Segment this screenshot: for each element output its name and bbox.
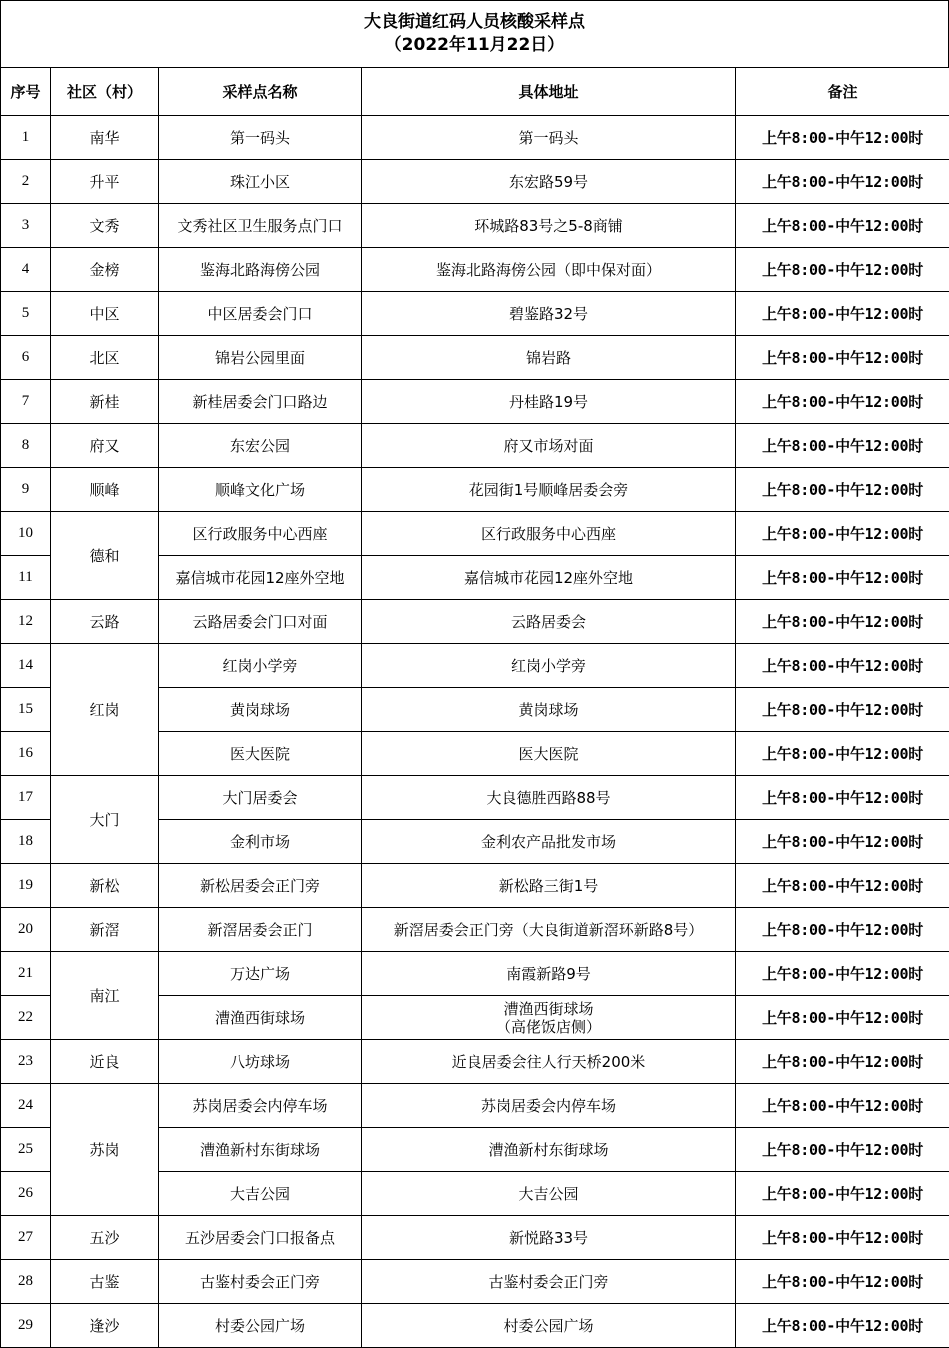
row-note: 上午8:00-中午12:00时 bbox=[736, 116, 949, 160]
row-seq: 15 bbox=[1, 688, 51, 732]
row-community: 升平 bbox=[51, 160, 159, 204]
table-row bbox=[1, 864, 949, 908]
row-site-name: 新桂居委会门口路边 bbox=[159, 380, 362, 424]
row-address: 近良居委会往人行天桥200米 bbox=[362, 1040, 736, 1084]
title-block bbox=[0, 0, 949, 67]
table-row bbox=[1, 1216, 949, 1260]
row-note: 上午8:00-中午12:00时 bbox=[736, 1084, 949, 1128]
row-seq: 22 bbox=[1, 996, 51, 1040]
row-site-name: 区行政服务中心西座 bbox=[159, 512, 362, 556]
row-address: 花园街1号顺峰居委会旁 bbox=[362, 468, 736, 512]
row-note: 上午8:00-中午12:00时 bbox=[736, 600, 949, 644]
row-community: 大门 bbox=[51, 776, 159, 864]
row-note: 上午8:00-中午12:00时 bbox=[736, 468, 949, 512]
row-seq: 17 bbox=[1, 776, 51, 820]
row-seq: 18 bbox=[1, 820, 51, 864]
row-site-name: 村委公园广场 bbox=[159, 1304, 362, 1348]
row-note: 上午8:00-中午12:00时 bbox=[736, 248, 949, 292]
row-site-name: 古鉴村委会正门旁 bbox=[159, 1260, 362, 1304]
table-body bbox=[1, 116, 949, 1348]
row-community: 新松 bbox=[51, 864, 159, 908]
row-site-name: 新滘居委会正门 bbox=[159, 908, 362, 952]
row-site-name: 嘉信城市花园12座外空地 bbox=[159, 556, 362, 600]
row-address: 古鉴村委会正门旁 bbox=[362, 1260, 736, 1304]
row-site-name: 新松居委会正门旁 bbox=[159, 864, 362, 908]
row-address: 第一码头 bbox=[362, 116, 736, 160]
row-address: 大良德胜西路88号 bbox=[362, 776, 736, 820]
row-site-name: 第一码头 bbox=[159, 116, 362, 160]
row-note: 上午8:00-中午12:00时 bbox=[736, 908, 949, 952]
row-note: 上午8:00-中午12:00时 bbox=[736, 996, 949, 1040]
table-row bbox=[1, 1040, 949, 1084]
row-community: 近良 bbox=[51, 1040, 159, 1084]
row-seq: 24 bbox=[1, 1084, 51, 1128]
row-note: 上午8:00-中午12:00时 bbox=[736, 864, 949, 908]
table-row bbox=[1, 1084, 949, 1128]
row-site-name: 中区居委会门口 bbox=[159, 292, 362, 336]
row-address: 锦岩路 bbox=[362, 336, 736, 380]
table-row bbox=[1, 424, 949, 468]
row-note: 上午8:00-中午12:00时 bbox=[736, 160, 949, 204]
table-row bbox=[1, 380, 949, 424]
header-address: 具体地址 bbox=[362, 68, 736, 116]
row-seq: 6 bbox=[1, 336, 51, 380]
row-site-name: 金利市场 bbox=[159, 820, 362, 864]
row-note: 上午8:00-中午12:00时 bbox=[736, 292, 949, 336]
table-row bbox=[1, 644, 949, 688]
row-seq: 4 bbox=[1, 248, 51, 292]
row-seq: 28 bbox=[1, 1260, 51, 1304]
row-address-line1: 漕渔西街球场 bbox=[364, 1000, 733, 1018]
row-address: 丹桂路19号 bbox=[362, 380, 736, 424]
table-row bbox=[1, 116, 949, 160]
row-community: 新桂 bbox=[51, 380, 159, 424]
row-note: 上午8:00-中午12:00时 bbox=[736, 688, 949, 732]
row-seq: 7 bbox=[1, 380, 51, 424]
row-address: 嘉信城市花园12座外空地 bbox=[362, 556, 736, 600]
row-site-name: 大吉公园 bbox=[159, 1172, 362, 1216]
row-address: 新悦路33号 bbox=[362, 1216, 736, 1260]
row-note: 上午8:00-中午12:00时 bbox=[736, 336, 949, 380]
row-site-name: 红岗小学旁 bbox=[159, 644, 362, 688]
row-community: 新滘 bbox=[51, 908, 159, 952]
row-address: 南霞新路9号 bbox=[362, 952, 736, 996]
row-site-name: 万达广场 bbox=[159, 952, 362, 996]
row-site-name: 医大医院 bbox=[159, 732, 362, 776]
row-seq: 26 bbox=[1, 1172, 51, 1216]
row-seq: 5 bbox=[1, 292, 51, 336]
header-site: 采样点名称 bbox=[159, 68, 362, 116]
row-address: 府又市场对面 bbox=[362, 424, 736, 468]
row-note: 上午8:00-中午12:00时 bbox=[736, 380, 949, 424]
row-site-name: 鉴海北路海傍公园 bbox=[159, 248, 362, 292]
table-row bbox=[1, 336, 949, 380]
table-row bbox=[1, 204, 949, 248]
table-row bbox=[1, 1260, 949, 1304]
row-seq: 10 bbox=[1, 512, 51, 556]
page-date: （2022年11月22日） bbox=[1, 33, 948, 57]
row-seq: 16 bbox=[1, 732, 51, 776]
row-site-name: 锦岩公园里面 bbox=[159, 336, 362, 380]
row-address-line2: （高佬饭店侧） bbox=[364, 1018, 733, 1036]
row-community: 古鉴 bbox=[51, 1260, 159, 1304]
row-site-name: 五沙居委会门口报备点 bbox=[159, 1216, 362, 1260]
table-row bbox=[1, 292, 949, 336]
row-note: 上午8:00-中午12:00时 bbox=[736, 556, 949, 600]
row-seq: 25 bbox=[1, 1128, 51, 1172]
row-community: 中区 bbox=[51, 292, 159, 336]
row-site-name: 黄岗球场 bbox=[159, 688, 362, 732]
row-seq: 8 bbox=[1, 424, 51, 468]
row-community: 苏岗 bbox=[51, 1084, 159, 1216]
row-note: 上午8:00-中午12:00时 bbox=[736, 424, 949, 468]
page-title: 大良街道红码人员核酸采样点 bbox=[1, 1, 948, 33]
row-note: 上午8:00-中午12:00时 bbox=[736, 644, 949, 688]
row-seq: 12 bbox=[1, 600, 51, 644]
row-seq: 3 bbox=[1, 204, 51, 248]
row-seq: 29 bbox=[1, 1304, 51, 1348]
row-note: 上午8:00-中午12:00时 bbox=[736, 1128, 949, 1172]
row-community: 南华 bbox=[51, 116, 159, 160]
row-note: 上午8:00-中午12:00时 bbox=[736, 1040, 949, 1084]
row-community: 五沙 bbox=[51, 1216, 159, 1260]
row-note: 上午8:00-中午12:00时 bbox=[736, 732, 949, 776]
row-address: 鉴海北路海傍公园（即中保对面） bbox=[362, 248, 736, 292]
row-site-name: 顺峰文化广场 bbox=[159, 468, 362, 512]
row-seq: 23 bbox=[1, 1040, 51, 1084]
sampling-sites-table bbox=[0, 67, 949, 1348]
table-row bbox=[1, 600, 949, 644]
row-community: 府又 bbox=[51, 424, 159, 468]
row-note: 上午8:00-中午12:00时 bbox=[736, 776, 949, 820]
row-note: 上午8:00-中午12:00时 bbox=[736, 1304, 949, 1348]
row-seq: 27 bbox=[1, 1216, 51, 1260]
row-seq: 19 bbox=[1, 864, 51, 908]
row-address: 苏岗居委会内停车场 bbox=[362, 1084, 736, 1128]
row-address: 漕渔新村东街球场 bbox=[362, 1128, 736, 1172]
row-address: 区行政服务中心西座 bbox=[362, 512, 736, 556]
row-note: 上午8:00-中午12:00时 bbox=[736, 1172, 949, 1216]
row-address: 环城路83号之5-8商铺 bbox=[362, 204, 736, 248]
row-address bbox=[362, 996, 736, 1040]
header-note: 备注 bbox=[736, 68, 949, 116]
row-seq: 9 bbox=[1, 468, 51, 512]
row-note: 上午8:00-中午12:00时 bbox=[736, 820, 949, 864]
row-community: 德和 bbox=[51, 512, 159, 600]
table-row bbox=[1, 512, 949, 556]
row-note: 上午8:00-中午12:00时 bbox=[736, 512, 949, 556]
row-site-name: 漕渔西街球场 bbox=[159, 996, 362, 1040]
row-address: 云路居委会 bbox=[362, 600, 736, 644]
row-community: 金榜 bbox=[51, 248, 159, 292]
row-community: 南江 bbox=[51, 952, 159, 1040]
row-seq: 20 bbox=[1, 908, 51, 952]
row-community: 文秀 bbox=[51, 204, 159, 248]
row-seq: 21 bbox=[1, 952, 51, 996]
row-address: 医大医院 bbox=[362, 732, 736, 776]
row-address: 碧鉴路32号 bbox=[362, 292, 736, 336]
table-row bbox=[1, 468, 949, 512]
table-row bbox=[1, 248, 949, 292]
row-site-name: 文秀社区卫生服务点门口 bbox=[159, 204, 362, 248]
row-site-name: 珠江小区 bbox=[159, 160, 362, 204]
row-address: 新滘居委会正门旁（大良街道新滘环新路8号） bbox=[362, 908, 736, 952]
row-site-name: 漕渔新村东街球场 bbox=[159, 1128, 362, 1172]
row-address: 红岗小学旁 bbox=[362, 644, 736, 688]
row-seq: 1 bbox=[1, 116, 51, 160]
row-address: 东宏路59号 bbox=[362, 160, 736, 204]
table-row bbox=[1, 908, 949, 952]
table-row bbox=[1, 1304, 949, 1348]
row-note: 上午8:00-中午12:00时 bbox=[736, 952, 949, 996]
row-site-name: 云路居委会门口对面 bbox=[159, 600, 362, 644]
table-row bbox=[1, 160, 949, 204]
row-address: 金利农产品批发市场 bbox=[362, 820, 736, 864]
header-community: 社区（村） bbox=[51, 68, 159, 116]
row-seq: 2 bbox=[1, 160, 51, 204]
row-community: 北区 bbox=[51, 336, 159, 380]
row-note: 上午8:00-中午12:00时 bbox=[736, 204, 949, 248]
row-address: 村委公园广场 bbox=[362, 1304, 736, 1348]
row-site-name: 大门居委会 bbox=[159, 776, 362, 820]
row-community: 云路 bbox=[51, 600, 159, 644]
row-seq: 11 bbox=[1, 556, 51, 600]
header-seq: 序号 bbox=[1, 68, 51, 116]
table-row bbox=[1, 952, 949, 996]
row-address: 大吉公园 bbox=[362, 1172, 736, 1216]
row-seq: 14 bbox=[1, 644, 51, 688]
row-site-name: 东宏公园 bbox=[159, 424, 362, 468]
row-site-name: 苏岗居委会内停车场 bbox=[159, 1084, 362, 1128]
row-community: 逢沙 bbox=[51, 1304, 159, 1348]
row-address: 新松路三街1号 bbox=[362, 864, 736, 908]
table-row bbox=[1, 776, 949, 820]
row-note: 上午8:00-中午12:00时 bbox=[736, 1216, 949, 1260]
row-community: 红岗 bbox=[51, 644, 159, 776]
row-site-name: 八坊球场 bbox=[159, 1040, 362, 1084]
row-note: 上午8:00-中午12:00时 bbox=[736, 1260, 949, 1304]
row-community: 顺峰 bbox=[51, 468, 159, 512]
header-row bbox=[1, 68, 949, 116]
row-address: 黄岗球场 bbox=[362, 688, 736, 732]
